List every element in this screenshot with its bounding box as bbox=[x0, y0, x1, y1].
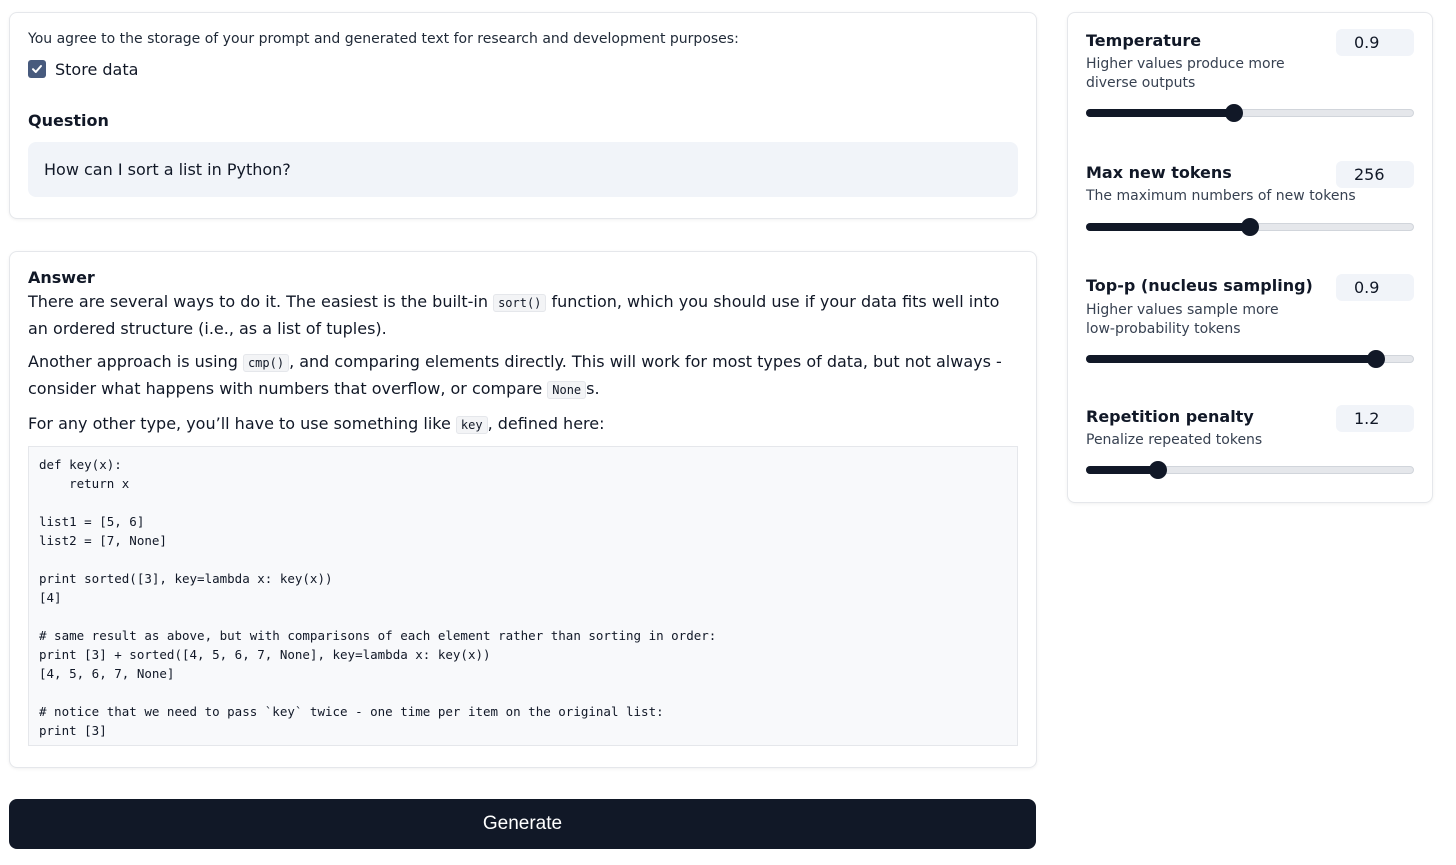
slider-thumb[interactable] bbox=[1225, 104, 1243, 122]
slider-fill bbox=[1086, 109, 1234, 117]
top-p-value-input[interactable]: 0.9 bbox=[1336, 274, 1414, 301]
answer-text: There are several ways to do it. The easiest is the built-in bbox=[28, 292, 494, 311]
repetition-penalty-slider[interactable] bbox=[1086, 460, 1414, 480]
answer-text: , and comparing elements directly. This will work for most types of data, but not always - consider what happens with numbers that overflow, or compare bbox=[28, 352, 1002, 398]
answer-paragraph bbox=[28, 411, 1018, 438]
parameters-panel bbox=[1067, 12, 1433, 503]
consent-text: You agree to the storage of your prompt and generated text for research and development purposes: bbox=[28, 31, 739, 47]
param-description: The maximum numbers of new tokens bbox=[1086, 188, 1356, 204]
temperature-slider[interactable] bbox=[1086, 103, 1414, 123]
answer-text: Another approach is using bbox=[28, 352, 243, 371]
param-title: Temperature bbox=[1086, 31, 1202, 50]
param-title: Repetition penalty bbox=[1086, 407, 1254, 426]
inline-code: key bbox=[456, 416, 488, 434]
slider-fill bbox=[1086, 466, 1158, 474]
inline-code: cmp() bbox=[243, 354, 289, 372]
inline-code: None bbox=[547, 381, 586, 399]
input-panel bbox=[9, 12, 1037, 219]
max-new-tokens-value-input[interactable]: 256 bbox=[1336, 161, 1414, 188]
generate-button[interactable]: Generate bbox=[9, 799, 1036, 849]
param-title: Top-p (nucleus sampling) bbox=[1086, 276, 1313, 295]
answer-label: Answer bbox=[28, 268, 95, 287]
slider-fill bbox=[1086, 355, 1376, 363]
store-data-label[interactable]: Store data bbox=[55, 59, 139, 79]
temperature-value-input[interactable]: 0.9 bbox=[1336, 29, 1414, 56]
store-data-row[interactable] bbox=[28, 59, 1018, 79]
inline-code: sort() bbox=[493, 294, 546, 312]
param-temperature bbox=[1086, 29, 1414, 123]
slider-thumb[interactable] bbox=[1149, 461, 1167, 479]
param-top-p bbox=[1086, 274, 1414, 369]
store-data-checkbox[interactable] bbox=[28, 60, 46, 78]
answer-paragraph bbox=[28, 349, 1018, 403]
max-new-tokens-slider[interactable] bbox=[1086, 217, 1414, 237]
slider-fill bbox=[1086, 223, 1250, 231]
param-max-new-tokens bbox=[1086, 161, 1414, 237]
answer-text: s. bbox=[586, 379, 600, 398]
code-block: def key(x): return x list1 = [5, 6] list2 = [7, None] print sorted([3], key=lambda x: key(x)) [4] # same result as above, but with comparisons of each element rather than sorting in order: print [3] + sorted([4, 5, 6, 7, None], key=lambda x: key(x)) [4, 5, 6, 7, None] # notice that we need to pass `key` twice - one time per item on the original list: print [3] bbox=[28, 446, 1018, 746]
answer-paragraph bbox=[28, 289, 1018, 341]
repetition-penalty-value-input[interactable]: 1.2 bbox=[1336, 405, 1414, 432]
param-repetition-penalty bbox=[1086, 405, 1414, 480]
question-label: Question bbox=[28, 111, 109, 130]
param-description: Higher values produce more diverse outputs bbox=[1086, 56, 1285, 91]
checkmark-icon bbox=[31, 63, 43, 75]
answer-body bbox=[28, 289, 1018, 438]
slider-thumb[interactable] bbox=[1367, 350, 1385, 368]
top-p-slider[interactable] bbox=[1086, 349, 1414, 369]
slider-thumb[interactable] bbox=[1241, 218, 1259, 236]
answer-text: , defined here: bbox=[487, 414, 605, 433]
param-title: Max new tokens bbox=[1086, 163, 1232, 182]
param-description: Higher values sample more low-probability tokens bbox=[1086, 302, 1279, 337]
answer-text: function, which you should use if your data fits well into an ordered structure (i.e., as a list of tuples). bbox=[28, 292, 1000, 338]
param-description: Penalize repeated tokens bbox=[1086, 432, 1263, 448]
answer-text: For any other type, you’ll have to use something like bbox=[28, 414, 456, 433]
question-input[interactable]: How can I sort a list in Python? bbox=[28, 142, 1018, 197]
answer-panel bbox=[9, 251, 1037, 768]
